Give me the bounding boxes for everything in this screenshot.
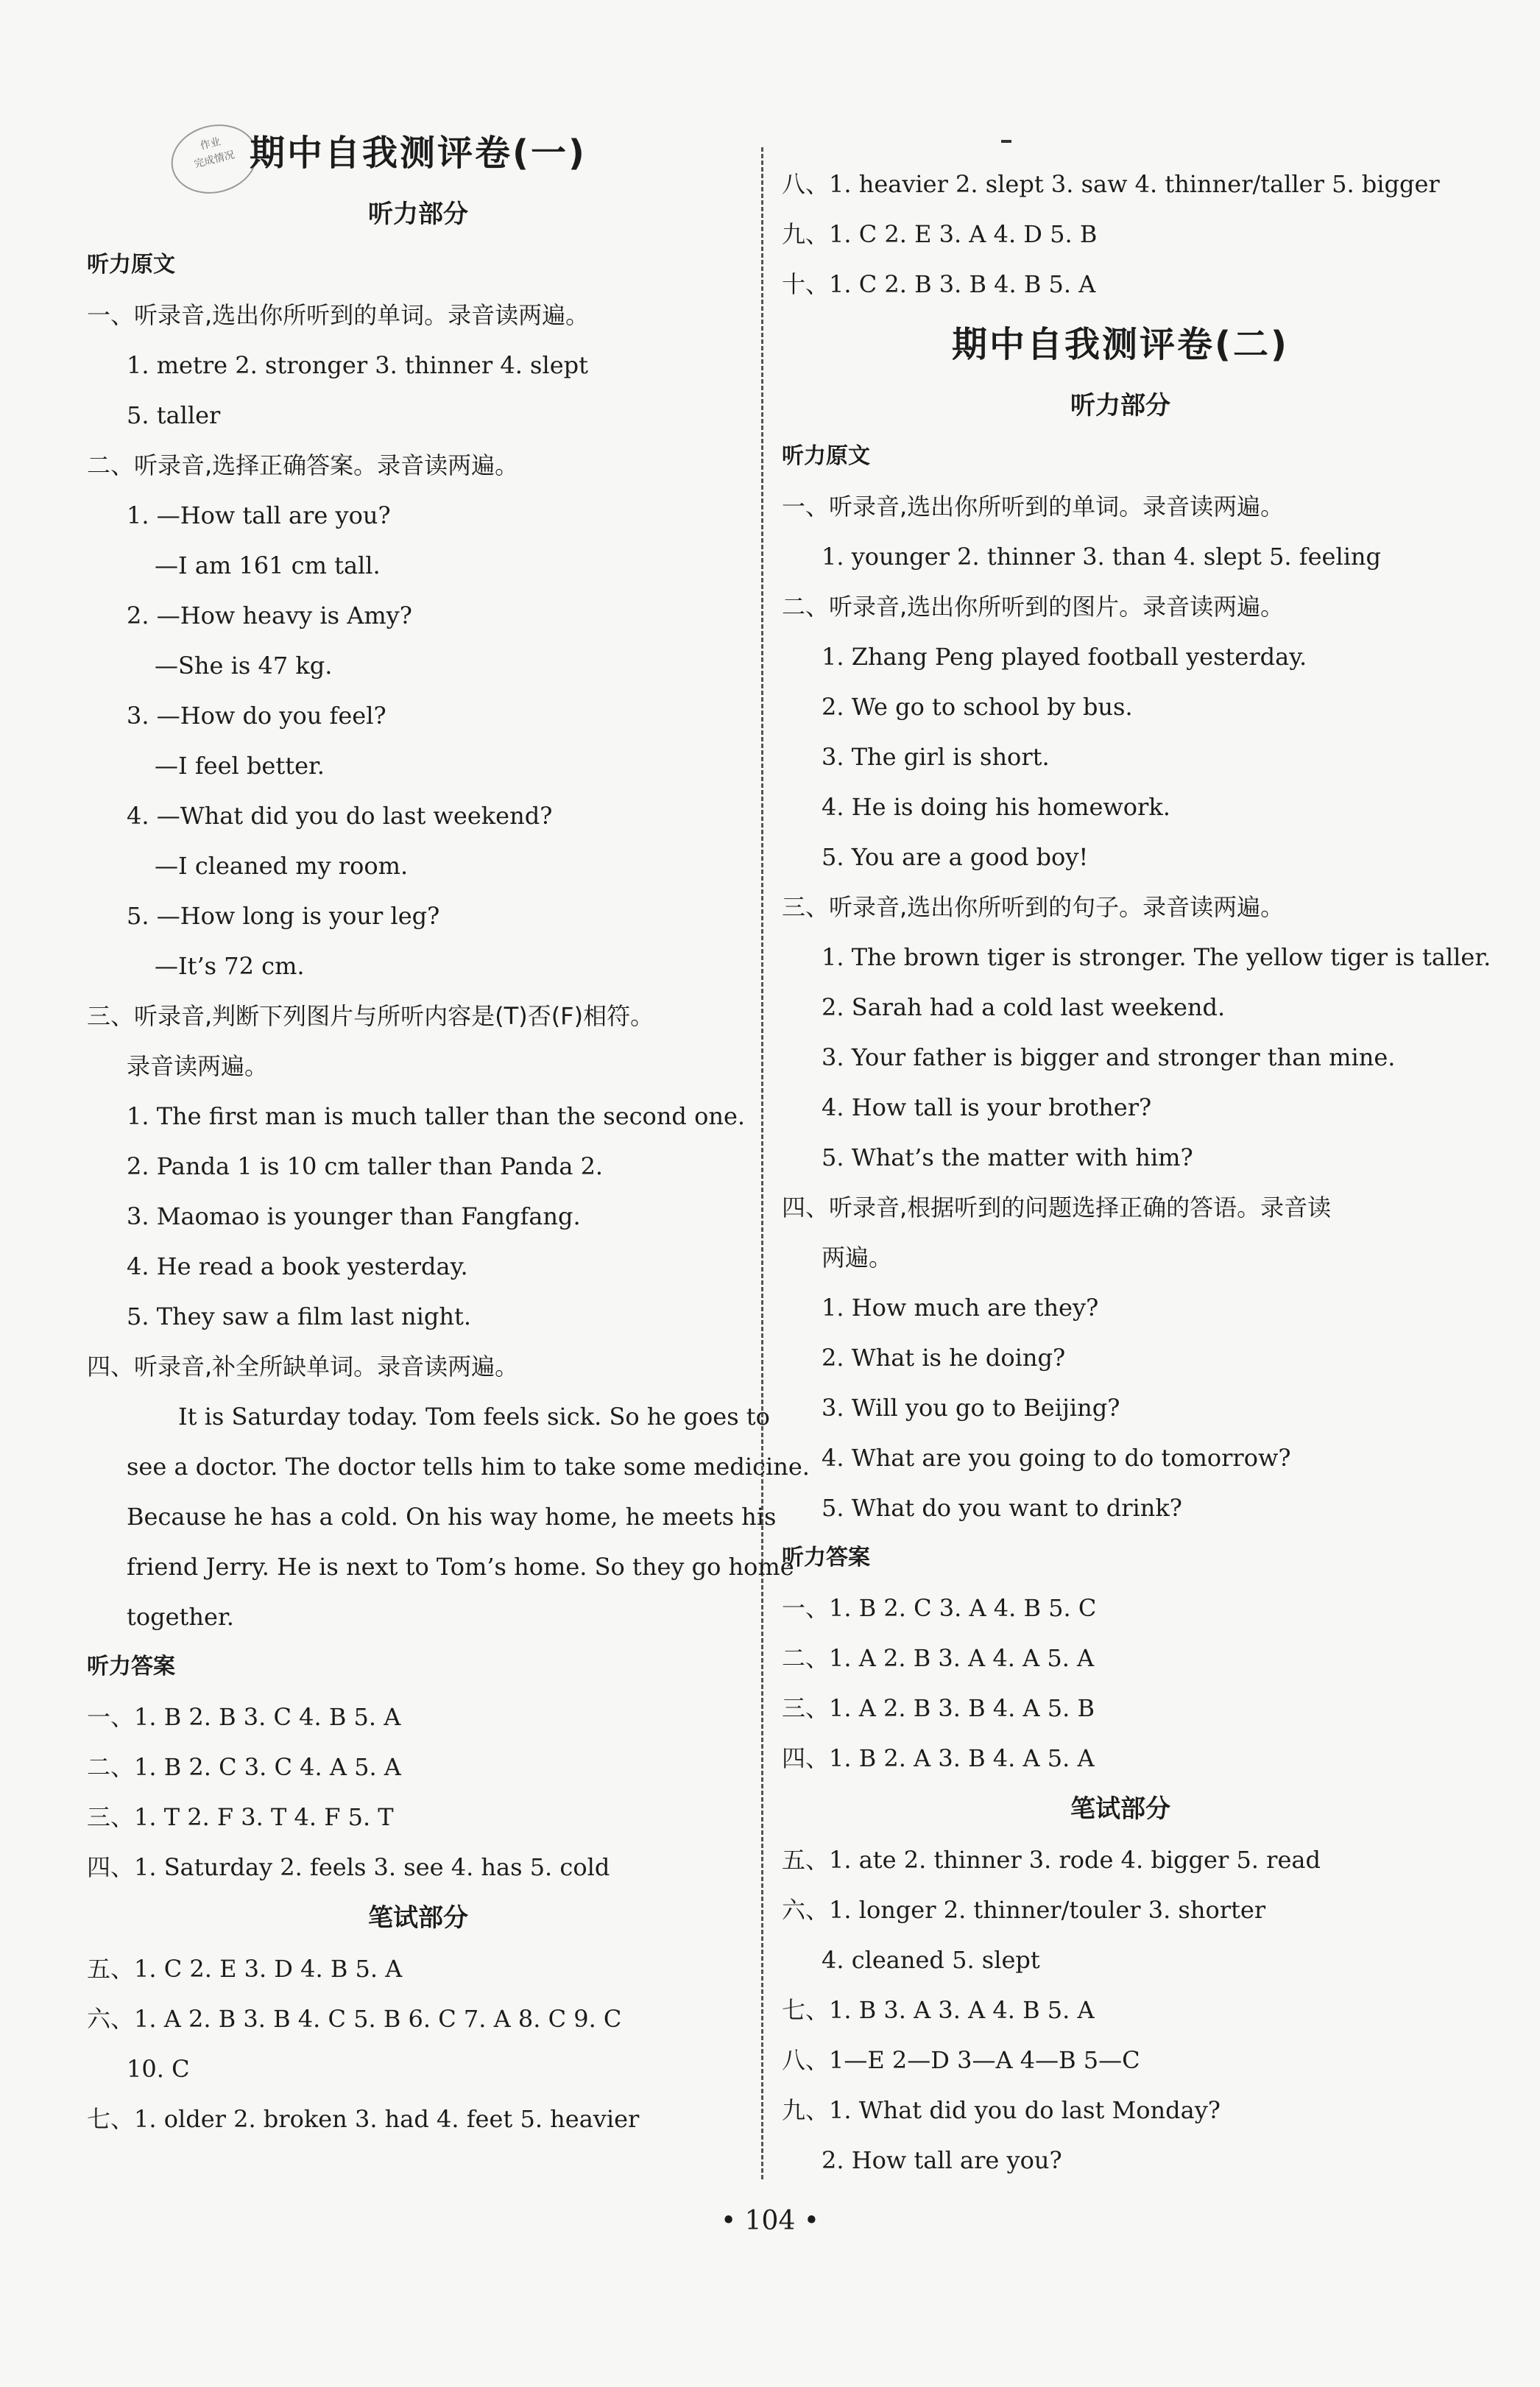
dialog-line: 4. —What did you do last weekend? [127,802,553,830]
right-column [782,159,1491,2185]
sentence-line: 2. Sarah had a cold last weekend. [822,993,1226,1021]
dialog-line: —I cleaned my room. [155,852,409,880]
sentence-line: 1. Zhang Peng played football yesterday. [822,643,1307,671]
transcript-heading: 听力原文 [87,252,175,278]
test-2-title: 期中自我测评卷(二) [952,324,1289,365]
question-1-line: 1. metre 2. stronger 3. thinner 4. slept [127,351,588,379]
dialog-line: 2. —How heavy is Amy? [127,602,412,630]
column-divider [761,147,763,2179]
question-2-heading: 二、听录音,选出你所听到的图片。录音读两遍。 [782,593,1285,621]
dialog-line: —I am 161 cm tall. [155,551,381,579]
written-section-heading: 笔试部分 [1070,1794,1170,1824]
answer-line: 二、1. B 2. C 3. C 4. A 5. A [87,1753,401,1781]
sentence-line: 1. The first man is much taller than the second one. [127,1102,746,1130]
answer-line: 五、1. ate 2. thinner 3. rode 4. bigger 5. read [782,1846,1321,1874]
answers-heading: 听力答案 [782,1545,870,1570]
answer-line: 五、1. C 2. E 3. D 4. B 5. A [87,1955,403,1983]
dialog-line: 5. —How long is your leg? [127,902,440,930]
answers-heading: 听力答案 [87,1654,175,1679]
sentence-line: 2. Panda 1 is 10 cm taller than Panda 2. [127,1152,604,1180]
dialog-line: —She is 47 kg. [155,652,333,680]
sentence-line: 5. They saw a film last night. [127,1302,471,1330]
sentence-line: 1. The brown tiger is stronger. The yellow tiger is taller. [822,943,1491,971]
question-2-heading: 二、听录音,选择正确答案。录音读两遍。 [87,451,519,479]
sentence-line: 3. Will you go to Beijing? [822,1394,1120,1422]
question-4-heading: 四、听录音,根据听到的问题选择正确的答语。录音读 [782,1194,1332,1221]
question-3-heading: 三、听录音,选出你所听到的句子。录音读两遍。 [782,893,1285,921]
sentence-line: 4. How tall is your brother? [822,1093,1152,1121]
written-section-heading: 笔试部分 [368,1903,468,1933]
answer-line: 八、1—E 2—D 3—A 4—B 5—C [782,2046,1140,2074]
listening-section-heading: 听力部分 [368,200,468,229]
sentence-line: 3. Your father is bigger and stronger than mine. [822,1043,1396,1071]
sentence-line: 5. What do you want to drink? [822,1494,1182,1522]
question-4-heading-cont: 两遍。 [822,1244,893,1272]
answer-line: 三、1. A 2. B 3. B 4. A 5. B [782,1694,1095,1722]
passage-line: together. [127,1603,234,1631]
sentence-line: 1. How much are they? [822,1294,1099,1322]
answer-line: 七、1. older 2. broken 3. had 4. feet 5. heavier [87,2105,640,2133]
passage-line: Because he has a cold. On his way home, he meets his [127,1503,777,1531]
sentence-line: 2. We go to school by bus. [822,693,1133,721]
answer-line: 九、1. C 2. E 3. A 4. D 5. B [782,220,1098,248]
question-1-line: 1. younger 2. thinner 3. than 4. slept 5. feeling [822,543,1382,571]
stamp-line-1: 作业 [199,135,222,152]
sentence-line: 4. He is doing his homework. [822,793,1170,821]
question-3-heading: 三、听录音,判断下列图片与所听内容是(T)否(F)相符。 [87,1002,654,1030]
transcript-heading: 听力原文 [782,443,870,469]
question-1-heading: 一、听录音,选出你所听到的单词。录音读两遍。 [782,493,1285,521]
page-number: • 104 • [720,2206,820,2236]
left-column [87,118,810,2144]
question-3-heading-cont: 录音读两遍。 [127,1052,269,1080]
answer-line: 十、1. C 2. B 3. B 4. B 5. A [782,270,1096,298]
dialog-line: —It’s 72 cm. [155,952,305,980]
dialog-line: —I feel better. [155,752,325,780]
answer-line: 4. cleaned 5. slept [822,1946,1040,1974]
answer-line: 九、1. What did you do last Monday? [782,2096,1221,2124]
sentence-line: 4. He read a book yesterday. [127,1252,468,1280]
listening-section-heading: 听力部分 [1070,391,1170,420]
answer-line: 六、1. A 2. B 3. B 4. C 5. B 6. C 7. A 8. C 9. C [87,2005,622,2033]
passage-line: see a doctor. The doctor tells him to take some medicine. [127,1453,810,1481]
answer-line: 八、1. heavier 2. slept 3. saw 4. thinner/taller 5. bigger [782,170,1440,198]
question-1-line: 5. taller [127,401,221,429]
sentence-line: 4. What are you going to do tomorrow? [822,1444,1291,1472]
answer-line: 七、1. B 3. A 3. A 4. B 5. A [782,1996,1095,2024]
answer-line: 一、1. B 2. B 3. C 4. B 5. A [87,1703,401,1731]
answer-line: 三、1. T 2. F 3. T 4. F 5. T [87,1803,394,1831]
question-1-heading: 一、听录音,选出你所听到的单词。录音读两遍。 [87,301,590,329]
dialog-line: 3. —How do you feel? [127,702,386,730]
answer-line: 一、1. B 2. C 3. A 4. B 5. C [782,1594,1097,1622]
answer-line: 四、1. Saturday 2. feels 3. see 4. has 5. cold [87,1853,610,1881]
test-1-title: 期中自我测评卷(一) [250,133,587,174]
top-mark [1001,140,1011,143]
sentence-line: 2. What is he doing? [822,1344,1066,1372]
answer-line: 2. How tall are you? [822,2146,1062,2174]
sentence-line: 5. You are a good boy! [822,843,1089,871]
question-4-heading: 四、听录音,补全所缺单词。录音读两遍。 [87,1353,519,1381]
answer-line: 四、1. B 2. A 3. B 4. A 5. A [782,1744,1095,1772]
answer-line: 二、1. A 2. B 3. A 4. A 5. A [782,1644,1095,1672]
passage-line: It is Saturday today. Tom feels sick. So he goes to [178,1403,770,1431]
stamp-line-2: 完成情况 [193,149,236,171]
answer-line: 六、1. longer 2. thinner/touler 3. shorter [782,1896,1266,1924]
sentence-line: 3. Maomao is younger than Fangfang. [127,1202,581,1230]
dialog-line: 1. —How tall are you? [127,501,391,529]
sentence-line: 5. What’s the matter with him? [822,1143,1193,1171]
sentence-line: 3. The girl is short. [822,743,1050,771]
answer-line: 10. C [127,2055,190,2083]
passage-line: friend Jerry. He is next to Tom’s home. So they go home [127,1553,794,1581]
